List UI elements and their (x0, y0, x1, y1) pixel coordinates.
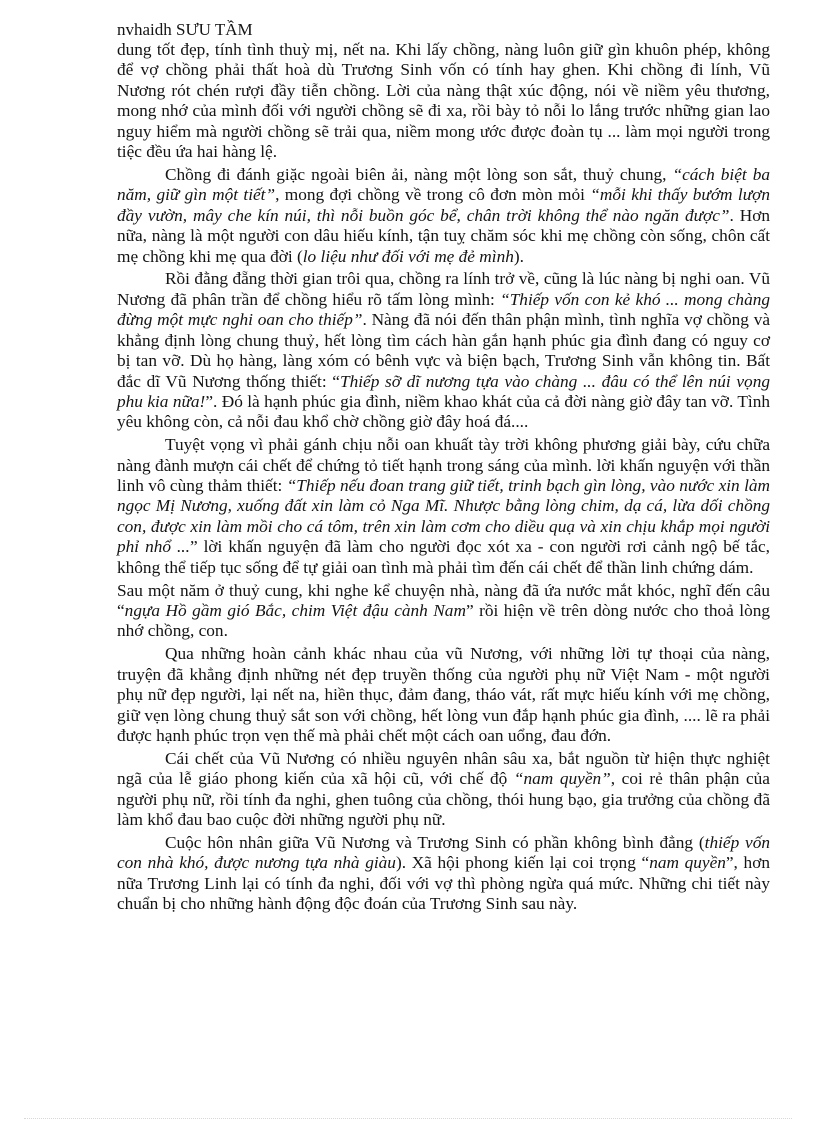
paragraph-7 (117, 749, 770, 831)
text-run: . Nàng đã nói đến thân phận mình, tình nghĩa vợ chồng và khẳng định lòng chung thuỷ, hết lòng tìm cách hàn gắn hạnh phúc gia đình đang có nguy cơ bị tan vỡ. Dù họ hàng, làng xóm có bênh vực và biện bạch, Trương Sinh vẫn không tin. Bất đắc dĩ Vũ Nương thống thiết: “ (117, 310, 771, 391)
text-run: Cái chết của Vũ Nương có nhiều nguyên nhân sâu xa, bắt nguồn từ hiện thực nghiệt ngã của lễ giáo phong kiến của xã hội cũ, với chế độ (117, 748, 770, 789)
italic-quote: “mỗi khi thấy bướm lượn đầy vườn, mây che kín núi, thì nỗi buồn góc bể, chân trời không thể nào ngăn được” (117, 185, 770, 225)
italic-quote: nam quyền (649, 853, 726, 873)
paragraph-6 (117, 644, 770, 746)
page-bottom-rule (24, 1118, 792, 1119)
text-run: Sau một năm ở thuỷ cung, khi nghe kể chuyện nhà, nàng đã ứa nước mắt khóc, nghĩ đến câu “ (117, 580, 770, 620)
paragraph-3 (117, 269, 770, 432)
document-body (117, 40, 770, 915)
page-header: nvhaidh SƯU TẦM (117, 20, 253, 39)
italic-quote: Thiếp sỡ dĩ nương tựa vào chàng ... đâu có thể lên núi vọng phu kia nữa! (117, 371, 770, 411)
text-run: ”. Đó là hạnh phúc gia đình, niềm khao khát của cả đời nàng giờ đây tan vỡ. Tình yêu không còn, cả nỗi đau khổ chờ chồng giờ đây hoá đá.... (117, 391, 770, 432)
text-run: ). Xã hội phong kiến lại coi trọng “ (395, 853, 650, 873)
text-run: ”, hơn nữa Trương Linh lại có tính đa nghi, đối với vợ thì phòng ngừa quá mức. Những chi tiết này chuẩn bị cho những hành động độc đoán của Trương Sinh sau này. (117, 853, 770, 914)
text-run: ” lời khấn nguyện đã làm cho người đọc xót xa - con người rơi cảnh ngộ bế tắc, không thể tiếp tục sống để tự giải oan tình mà phải tìm đến cái chết để thần linh chứng dám. (117, 537, 771, 577)
italic-quote: “Thiếp vốn con kẻ khó ... mong chàng đừng một mực nghi oan cho thiếp” (117, 289, 770, 330)
italic-quote: “cách biệt ba năm, giữ gìn một tiết” (117, 164, 771, 205)
text-run: dung tốt đẹp, tính tình thuỳ mị, nết na. Khi lấy chồng, nàng luôn giữ gìn khuôn phép, không để vợ chồng phải thất hoà dù Trương Sinh vốn có tính hay ghen. Khi chồng đi lính, Vũ Nương rót chén rượi đầy tiễn chồng. Lời của nàng thật xúc động, nói về niềm yêu thương, mong nhớ của mình đối với người chồng sẽ đi xa, rồi bày tỏ nỗi lo lắng trước những gian lao nguy hiểm mà người chồng sẽ trải qua, niềm mong ước được đoàn tụ ... làm mọi người trong tiệc đều ứa hai hàng lệ. (117, 40, 770, 162)
text-run: Rồi đằng đẵng thời gian trôi qua, chồng ra lính trở về, cũng là lúc nàng bị nghi oan. Vũ Nương đã phân trần để chồng hiểu rõ tấm lòng mình: (117, 269, 770, 309)
text-run: Qua những hoàn cảnh khác nhau của vũ Nương, với những lời tự thoại của nàng, truyện đã khẳng định những nét đẹp truyền thống của người phụ nữ Việt Nam - một người phụ nữ đẹp người, lại nết na, hiền thục, đảm đang, tháo vát, rất mực hiếu kính với mẹ chồng, giữ vẹn lòng chung thuỷ sắt son với chồng, hết lòng vun đắp hạnh phúc gia đình, .... lẽ ra phải được hạnh phúc trọn vẹn thế mà phải chết một cách oan uổng, đau đớn. (117, 644, 770, 745)
text-run: , coi rẻ thân phận của người phụ nữ, rồi tính đa nghi, ghen tuông của chồng, thói hung bạo, gia trưởng của chồng đã làm khổ đau bao cuộc đời những người phụ nữ. (117, 769, 770, 830)
paragraph-4 (117, 435, 770, 578)
italic-quote: “nam quyền” (513, 769, 611, 789)
paragraph-1 (117, 40, 770, 162)
italic-quote: lo liệu như đối với mẹ đẻ mình (302, 246, 514, 266)
paragraph-8 (117, 833, 770, 915)
text-run: , mong đợi chồng về trong cô đơn mòn mỏi (275, 185, 591, 205)
italic-quote: thiếp vốn con nhà khó, được nương tựa nhà giàu (117, 832, 771, 873)
text-run: ). (513, 246, 524, 266)
text-run: ” rồi hiện về trên dòng nước cho thoả lòng nhớ chồng, con. (117, 600, 770, 641)
italic-quote: ngựa Hồ gầm gió Bắc, chim Việt đậu cành Nam (124, 600, 466, 620)
text-run: Chồng đi đánh giặc ngoài biên ải, nàng một lòng son sắt, thuỷ chung, (165, 164, 673, 184)
paragraph-2 (117, 165, 770, 267)
text-run: Tuyệt vọng vì phải gánh chịu nỗi oan khuất tày trời không phương giải bày, cứu chữa nàng đành mượn cái chết để chứng tỏ tiết hạnh trong sáng của mình. lời khấn nguyện với thần linh vô cùng thảm thiết: (117, 435, 770, 496)
paragraph-5 (117, 581, 770, 642)
text-run: . Hơn nữa, nàng là một người con dâu hiếu kính, tận tuỵ chăm sóc khi mẹ chồng còn sống, chôn cất mẹ chồng khi mẹ qua đời ( (117, 205, 770, 266)
italic-quote: “Thiếp nếu đoan trang giữ tiết, trinh bạch gìn lòng, vào nước xin làm ngọc Mị Nương, xuống đất xin làm cỏ Nga Mĩ. Nhược bằng lòng chim, dạ cá, lừa dối chồng con, được xin làm mồi cho cá tôm, trên xin làm cơm cho diều quạ và xin chịu khắp mọi người phỉ nhổ ... (117, 476, 770, 557)
text-run: Cuộc hôn nhân giữa Vũ Nương và Trương Sinh có phần không bình đẳng ( (165, 832, 705, 852)
